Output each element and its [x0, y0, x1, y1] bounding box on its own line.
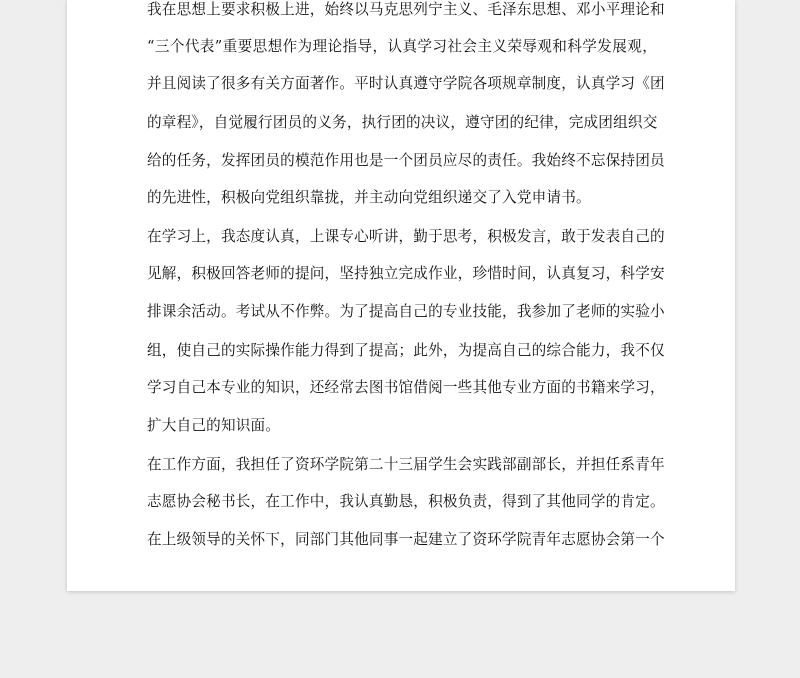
text-line: 在学习上，我态度认真，上课专心听讲，勤于思考，积极发言，敢于发表自己的: [147, 228, 665, 245]
text-line: 我在思想上要求积极上进，始终以马克思列宁主义、毛泽东思想、邓小平理论和: [147, 1, 665, 18]
text-line: 的章程》，自觉履行团员的义务，执行团的决议，遵守团的纪律，完成团组织交: [147, 114, 658, 131]
text-line: 见解，积极回答老师的提问，坚持独立完成作业，珍惜时间，认真复习，科学安: [147, 265, 665, 282]
text-line: 在工作方面，我担任了资环学院第二十三届学生会实践部副部长，并担任系青年: [147, 456, 665, 473]
text-line: 的先进性，积极向党组织靠拢，并主动向党组织递交了入党申请书。: [147, 189, 591, 206]
text-line: 学习自己本专业的知识，还经常去图书馆借阅一些其他专业方面的书籍来学习，: [147, 379, 665, 396]
text-line: “三个代表”重要思想作为理论指导，认真学习社会主义荣辱观和科学发展观，: [147, 38, 657, 55]
text-line: 志愿协会秘书长，在工作中，我认真勤恳，积极负责，得到了其他同学的肯定。: [147, 493, 665, 510]
text-line: 在上级领导的关怀下，同部门其他同事一起建立了资环学院青年志愿协会第一个: [147, 531, 665, 548]
text-line: 排课余活动。考试从不作弊。为了提高自己的专业技能，我参加了老师的实验小: [147, 303, 665, 320]
text-line: 给的任务，发挥团员的模范作用也是一个团员应尽的责任。我始终不忘保持团员: [147, 152, 665, 169]
document-page: [67, 0, 735, 591]
text-line: 并且阅读了很多有关方面著作。平时认真遵守学院各项规章制度，认真学习《团: [147, 75, 665, 92]
text-line: 组，使自己的实际操作能力得到了提高；此外，为提高自己的综合能力，我不仅: [147, 342, 665, 359]
text-line: 扩大自己的知识面。: [147, 417, 281, 434]
